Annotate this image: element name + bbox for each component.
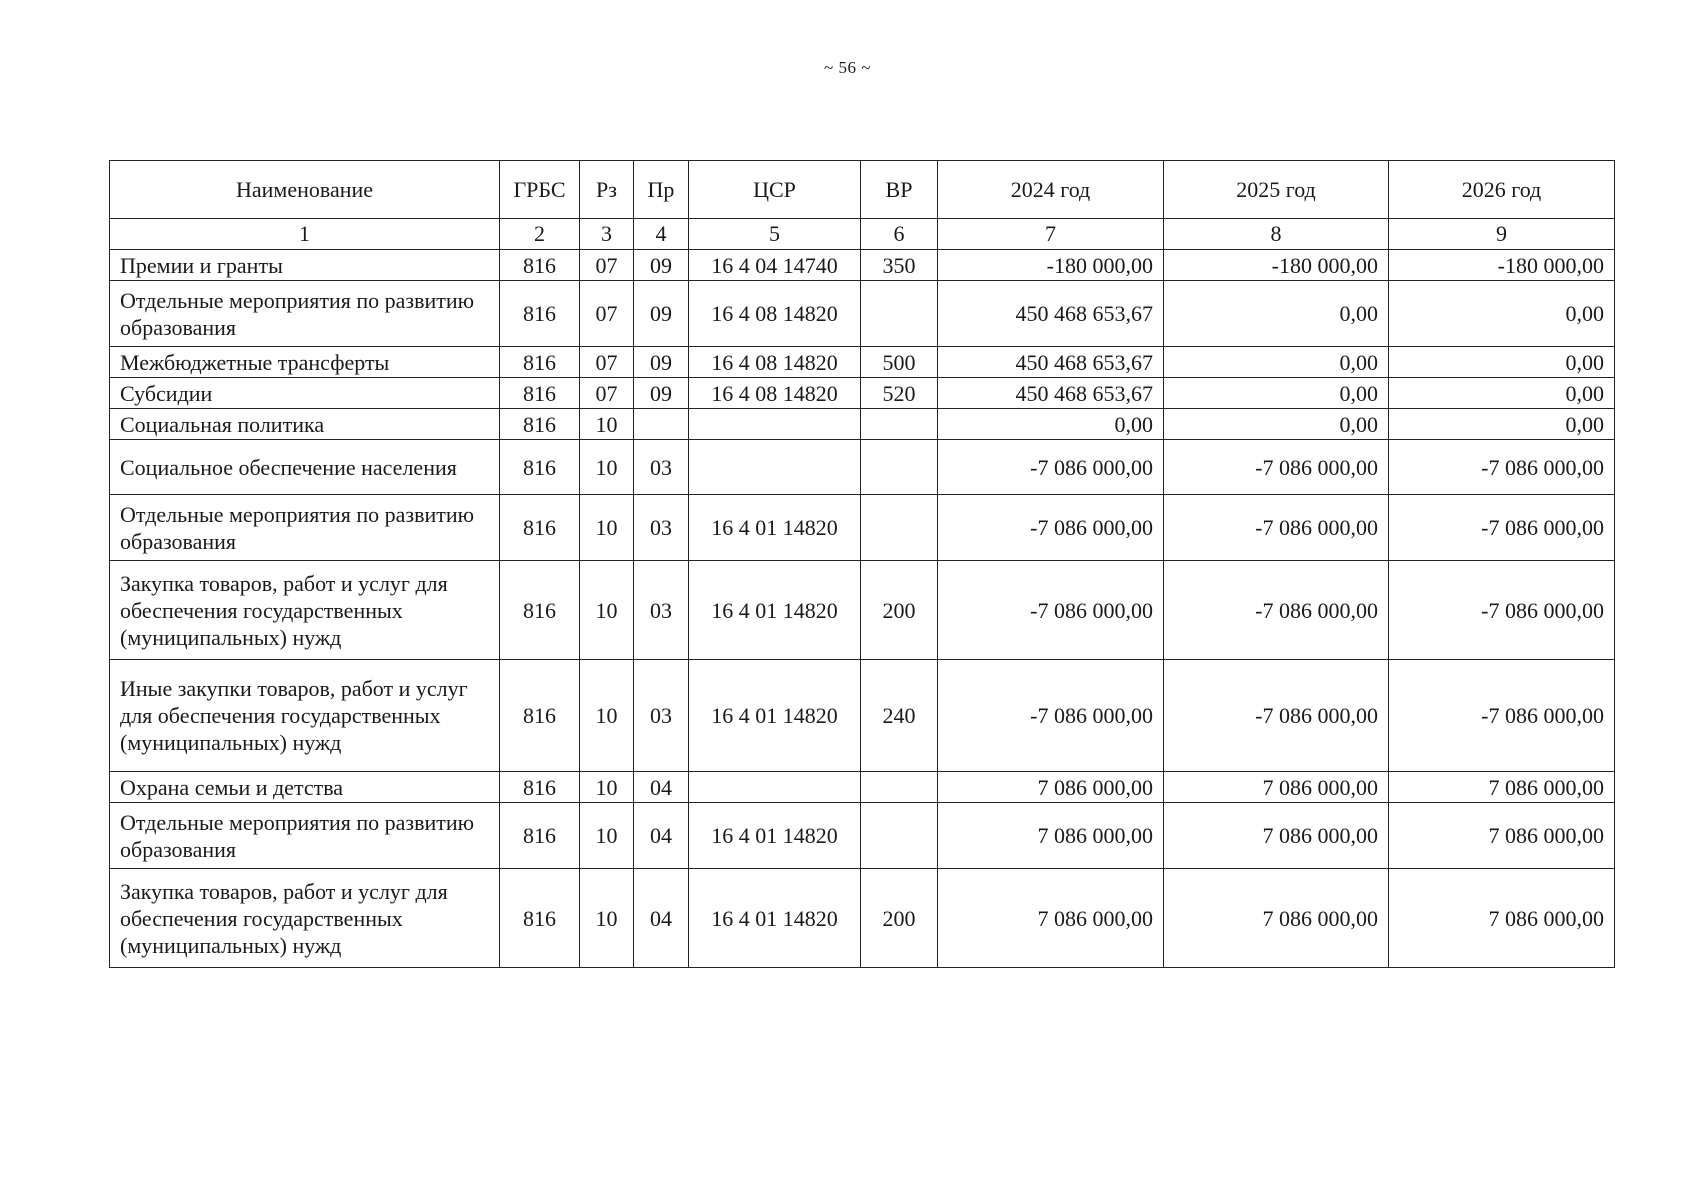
row-grbs: 816 xyxy=(500,495,580,561)
row-csr xyxy=(689,409,861,440)
row-name: Отдельные мероприятия по развитию образования xyxy=(110,495,500,561)
row-grbs: 816 xyxy=(500,378,580,409)
column-number: 9 xyxy=(1389,219,1615,250)
row-pr: 04 xyxy=(634,772,689,803)
header-row xyxy=(110,161,1615,219)
table-row xyxy=(110,495,1615,561)
row-2024: -7 086 000,00 xyxy=(938,660,1164,772)
table-row xyxy=(110,409,1615,440)
row-2024: 7 086 000,00 xyxy=(938,772,1164,803)
row-rz: 07 xyxy=(580,347,634,378)
row-vr xyxy=(861,772,938,803)
column-number: 6 xyxy=(861,219,938,250)
row-name: Межбюджетные трансферты xyxy=(110,347,500,378)
row-2026: 0,00 xyxy=(1389,347,1615,378)
header-grbs: ГРБС xyxy=(500,161,580,219)
row-rz: 07 xyxy=(580,250,634,281)
row-vr: 240 xyxy=(861,660,938,772)
row-rz: 10 xyxy=(580,772,634,803)
header-vr: ВР xyxy=(861,161,938,219)
table-row xyxy=(110,803,1615,869)
row-2025: -7 086 000,00 xyxy=(1164,660,1389,772)
row-pr: 09 xyxy=(634,347,689,378)
row-2025: -7 086 000,00 xyxy=(1164,495,1389,561)
row-vr: 200 xyxy=(861,869,938,968)
column-number-row xyxy=(110,219,1615,250)
row-2025: -7 086 000,00 xyxy=(1164,561,1389,660)
row-pr: 09 xyxy=(634,378,689,409)
row-rz: 10 xyxy=(580,440,634,495)
row-grbs: 816 xyxy=(500,409,580,440)
row-rz: 07 xyxy=(580,378,634,409)
table-row xyxy=(110,869,1615,968)
row-csr: 16 4 08 14820 xyxy=(689,347,861,378)
row-csr: 16 4 01 14820 xyxy=(689,869,861,968)
column-number: 1 xyxy=(110,219,500,250)
row-csr: 16 4 04 14740 xyxy=(689,250,861,281)
row-2026: -7 086 000,00 xyxy=(1389,495,1615,561)
row-grbs: 816 xyxy=(500,772,580,803)
row-2024: -7 086 000,00 xyxy=(938,440,1164,495)
row-name: Иные закупки товаров, работ и услуг для обеспечения государственных (муниципальных) нужд xyxy=(110,660,500,772)
row-vr xyxy=(861,440,938,495)
row-2026: 7 086 000,00 xyxy=(1389,869,1615,968)
row-pr: 03 xyxy=(634,440,689,495)
column-number: 4 xyxy=(634,219,689,250)
row-2025: 7 086 000,00 xyxy=(1164,869,1389,968)
column-number: 3 xyxy=(580,219,634,250)
row-vr: 520 xyxy=(861,378,938,409)
row-grbs: 816 xyxy=(500,347,580,378)
row-name: Охрана семьи и детства xyxy=(110,772,500,803)
budget-table xyxy=(109,160,1615,968)
row-name: Премии и гранты xyxy=(110,250,500,281)
row-2025: -180 000,00 xyxy=(1164,250,1389,281)
row-2026: -180 000,00 xyxy=(1389,250,1615,281)
row-2024: 450 468 653,67 xyxy=(938,281,1164,347)
column-number: 8 xyxy=(1164,219,1389,250)
row-vr xyxy=(861,281,938,347)
row-grbs: 816 xyxy=(500,869,580,968)
row-2025: 0,00 xyxy=(1164,378,1389,409)
row-pr: 04 xyxy=(634,869,689,968)
row-2024: 7 086 000,00 xyxy=(938,869,1164,968)
row-2024: 450 468 653,67 xyxy=(938,347,1164,378)
header-2026: 2026 год xyxy=(1389,161,1615,219)
header-rz: Рз xyxy=(580,161,634,219)
row-2026: 0,00 xyxy=(1389,378,1615,409)
row-2025: 0,00 xyxy=(1164,281,1389,347)
row-pr xyxy=(634,409,689,440)
row-2025: -7 086 000,00 xyxy=(1164,440,1389,495)
row-2026: 7 086 000,00 xyxy=(1389,772,1615,803)
table-row xyxy=(110,561,1615,660)
header-csr: ЦСР xyxy=(689,161,861,219)
header-2024: 2024 год xyxy=(938,161,1164,219)
table-row xyxy=(110,440,1615,495)
row-grbs: 816 xyxy=(500,803,580,869)
row-vr: 350 xyxy=(861,250,938,281)
row-csr xyxy=(689,440,861,495)
row-csr: 16 4 08 14820 xyxy=(689,378,861,409)
row-2024: 0,00 xyxy=(938,409,1164,440)
header-2025: 2025 год xyxy=(1164,161,1389,219)
row-2026: -7 086 000,00 xyxy=(1389,561,1615,660)
row-2026: 0,00 xyxy=(1389,281,1615,347)
row-name: Социальная политика xyxy=(110,409,500,440)
row-name: Социальное обеспечение населения xyxy=(110,440,500,495)
row-name: Закупка товаров, работ и услуг для обеспечения государственных (муниципальных) нужд xyxy=(110,869,500,968)
row-2026: -7 086 000,00 xyxy=(1389,660,1615,772)
table-row xyxy=(110,378,1615,409)
row-csr: 16 4 08 14820 xyxy=(689,281,861,347)
row-2024: 7 086 000,00 xyxy=(938,803,1164,869)
row-csr: 16 4 01 14820 xyxy=(689,495,861,561)
row-csr: 16 4 01 14820 xyxy=(689,561,861,660)
row-rz: 07 xyxy=(580,281,634,347)
row-rz: 10 xyxy=(580,660,634,772)
row-name: Закупка товаров, работ и услуг для обеспечения государственных (муниципальных) нужд xyxy=(110,561,500,660)
row-pr: 03 xyxy=(634,561,689,660)
row-grbs: 816 xyxy=(500,281,580,347)
row-2024: -7 086 000,00 xyxy=(938,561,1164,660)
row-2025: 7 086 000,00 xyxy=(1164,772,1389,803)
row-pr: 09 xyxy=(634,281,689,347)
row-vr: 200 xyxy=(861,561,938,660)
row-grbs: 816 xyxy=(500,660,580,772)
row-csr xyxy=(689,772,861,803)
column-number: 5 xyxy=(689,219,861,250)
row-2024: 450 468 653,67 xyxy=(938,378,1164,409)
row-2024: -7 086 000,00 xyxy=(938,495,1164,561)
table-row xyxy=(110,772,1615,803)
row-vr xyxy=(861,495,938,561)
row-csr: 16 4 01 14820 xyxy=(689,660,861,772)
row-rz: 10 xyxy=(580,409,634,440)
row-grbs: 816 xyxy=(500,561,580,660)
row-pr: 03 xyxy=(634,495,689,561)
row-name: Отдельные мероприятия по развитию образования xyxy=(110,281,500,347)
row-csr: 16 4 01 14820 xyxy=(689,803,861,869)
table-row xyxy=(110,347,1615,378)
header-name: Наименование xyxy=(110,161,500,219)
row-name: Отдельные мероприятия по развитию образования xyxy=(110,803,500,869)
row-grbs: 816 xyxy=(500,440,580,495)
row-rz: 10 xyxy=(580,803,634,869)
row-rz: 10 xyxy=(580,561,634,660)
page-number: ~ 56 ~ xyxy=(824,58,871,77)
row-2025: 0,00 xyxy=(1164,347,1389,378)
row-2026: 0,00 xyxy=(1389,409,1615,440)
row-2026: -7 086 000,00 xyxy=(1389,440,1615,495)
row-vr: 500 xyxy=(861,347,938,378)
row-pr: 09 xyxy=(634,250,689,281)
column-number: 2 xyxy=(500,219,580,250)
row-grbs: 816 xyxy=(500,250,580,281)
row-2024: -180 000,00 xyxy=(938,250,1164,281)
row-2025: 7 086 000,00 xyxy=(1164,803,1389,869)
row-vr xyxy=(861,409,938,440)
row-rz: 10 xyxy=(580,495,634,561)
row-pr: 04 xyxy=(634,803,689,869)
table-row xyxy=(110,250,1615,281)
row-rz: 10 xyxy=(580,869,634,968)
row-vr xyxy=(861,803,938,869)
table-row xyxy=(110,660,1615,772)
header-pr: Пр xyxy=(634,161,689,219)
row-pr: 03 xyxy=(634,660,689,772)
row-2025: 0,00 xyxy=(1164,409,1389,440)
column-number: 7 xyxy=(938,219,1164,250)
row-2026: 7 086 000,00 xyxy=(1389,803,1615,869)
row-name: Субсидии xyxy=(110,378,500,409)
table-row xyxy=(110,281,1615,347)
